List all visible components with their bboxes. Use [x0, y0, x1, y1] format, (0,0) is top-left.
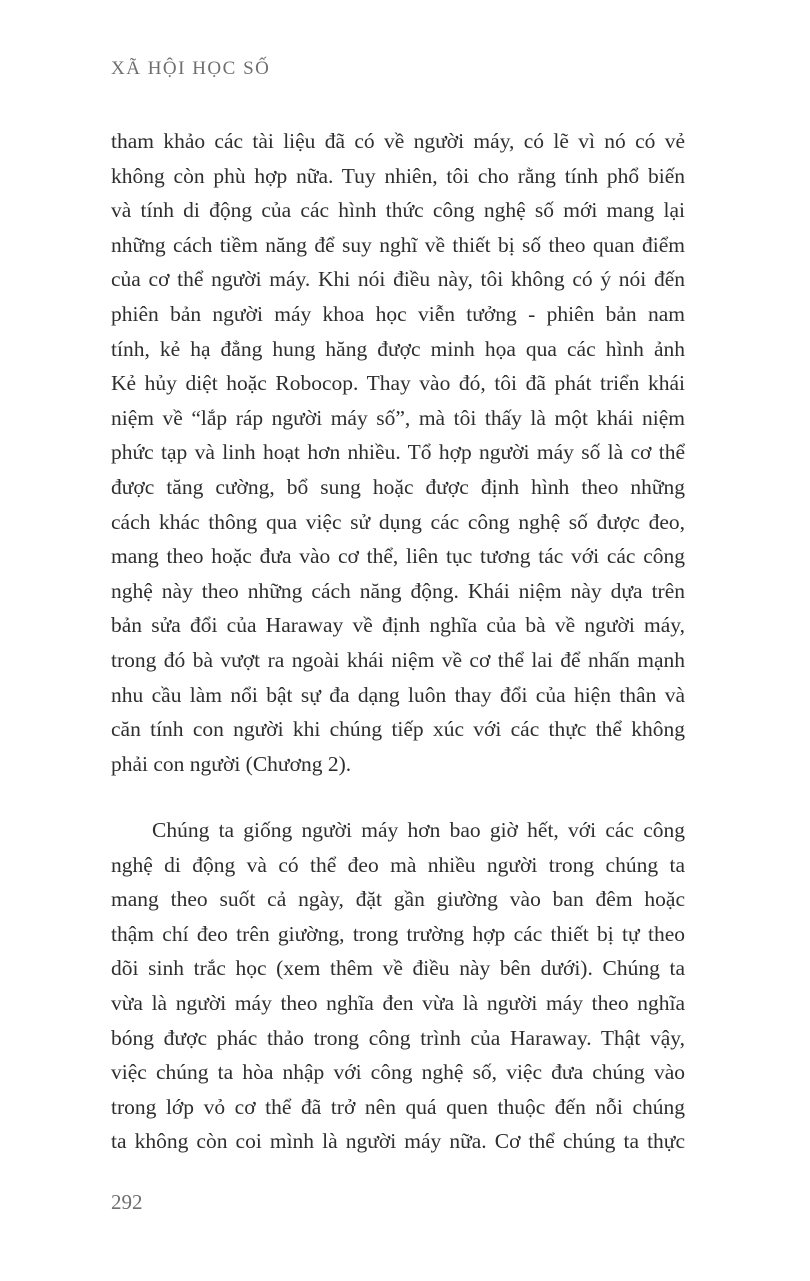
text-line: Chúng ta giống người máy hơn bao giờ hết, với các công [152, 818, 685, 842]
text-line: và tính di động của các hình thức công nghệ số mới mang lại [111, 198, 685, 223]
text-line: phức tạp và linh hoạt hơn nhiều. Tổ hợp người máy số là cơ thể [111, 440, 685, 465]
text-line: nghệ này theo những cách năng động. Khái niệm này dựa trên [111, 578, 685, 603]
text-line: căn tính con người khi chúng tiếp xúc với các thực thể không [111, 717, 685, 742]
text-line: mang theo hoặc đưa vào cơ thể, liên tục tương tác với các công [111, 544, 685, 569]
text-line: Kẻ hủy diệt hoặc Robocop. Thay vào đó, tôi đã phát triển khái [111, 371, 685, 396]
text-line: vừa là người máy theo nghĩa đen vừa là người máy theo nghĩa [111, 990, 685, 1015]
text-line: dõi sinh trắc học (xem thêm về điều này bên dưới). Chúng ta [111, 956, 685, 981]
text-line: phiên bản người máy khoa học viễn tưởng - phiên bản nam [111, 301, 685, 326]
text-line: bản sửa đổi của Haraway về định nghĩa của bà về người máy, [111, 613, 685, 638]
text-line: mang theo suốt cả ngày, đặt gần giường vào ban đêm hoặc [111, 887, 685, 912]
text-line: niệm về “lắp ráp người máy số”, mà tôi thấy là một khái niệm [111, 405, 685, 430]
text-line: việc chúng ta hòa nhập với công nghệ số, việc đưa chúng vào [111, 1060, 685, 1085]
text-line: không còn phù hợp nữa. Tuy nhiên, tôi cho rằng tính phổ biến [111, 163, 685, 188]
text-line: bóng được phác thảo trong công trình của Haraway. Thật vậy, [111, 1025, 685, 1050]
paragraph-2 [111, 813, 685, 1159]
running-header-title: XÃ HỘI HỌC SỐ [111, 58, 271, 79]
text-line: được tăng cường, bổ sung hoặc được định hình theo những [111, 474, 685, 499]
text-line: của cơ thể người máy. Khi nói điều này, tôi không có ý nói đến [111, 267, 685, 292]
page-number: 292 [111, 1190, 143, 1214]
text-line: nhu cầu làm nổi bật sự đa dạng luôn thay đổi của hiện thân và [111, 682, 685, 707]
text-line: trong lớp vỏ cơ thể đã trở nên quá quen thuộc đến nỗi chúng [111, 1094, 685, 1119]
text-line: cách khác thông qua việc sử dụng các công nghệ số được đeo, [111, 509, 685, 534]
text-line: tham khảo các tài liệu đã có về người máy, có lẽ vì nó có vẻ [111, 129, 685, 153]
text-line: những cách tiềm năng để suy nghĩ về thiết bị số theo quan điểm [111, 232, 685, 257]
text-line: thậm chí đeo trên giường, trong trường hợp các thiết bị tự theo [111, 921, 685, 946]
paragraph-1 [111, 124, 685, 781]
text-line: ta không còn coi mình là người máy nữa. Cơ thể chúng ta thực [111, 1129, 685, 1154]
text-line: phải con người (Chương 2). [111, 751, 352, 776]
text-line: tính, kẻ hạ đẳng hung hăng được minh họa qua các hình ảnh [111, 336, 685, 361]
text-line: nghệ di động và có thể đeo mà nhiều người trong chúng ta [111, 852, 685, 877]
text-line: trong đó bà vượt ra ngoài khái niệm về cơ thể lai để nhấn mạnh [111, 647, 685, 672]
